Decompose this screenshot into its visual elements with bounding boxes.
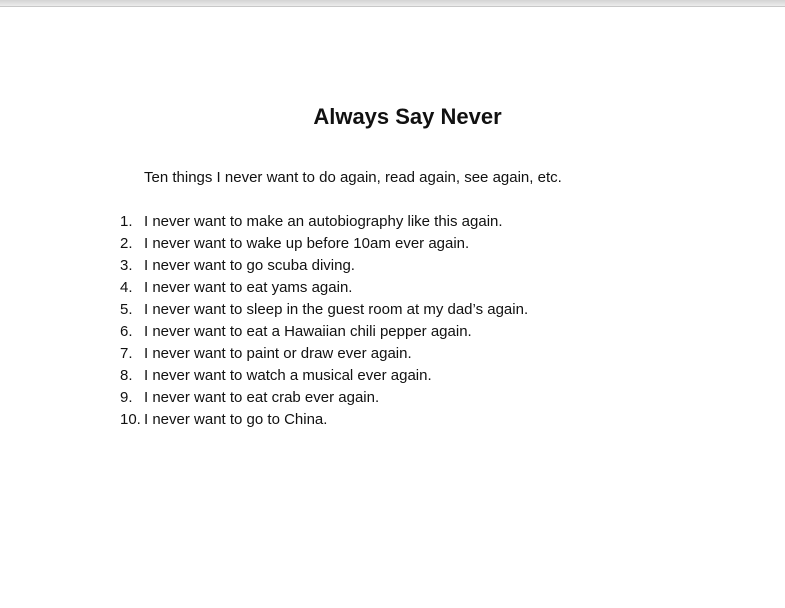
list-item-number: 5.: [120, 301, 133, 318]
list-item-number: 7.: [120, 345, 133, 362]
list-item-text: I never want to go scuba diving.: [144, 257, 355, 274]
list-item-text: I never want to go to China.: [144, 411, 328, 428]
list-item-text: I never want to watch a musical ever again.: [144, 367, 432, 384]
list-item-number: 4.: [120, 279, 133, 296]
list-item-text: I never want to eat yams again.: [144, 279, 353, 296]
list-item-number: 9.: [120, 389, 133, 406]
list-item-number: 8.: [120, 367, 133, 384]
list-item-number: 10.: [120, 411, 141, 428]
list-item-text: I never want to wake up before 10am ever again.: [144, 235, 470, 252]
list-item-number: 3.: [120, 257, 133, 274]
list-item-text: I never want to sleep in the guest room at my dad’s again.: [144, 301, 529, 318]
list-item-number: 2.: [120, 235, 133, 252]
list-item-text: I never want to paint or draw ever again.: [144, 345, 412, 362]
list-item-text: I never want to eat crab ever again.: [144, 389, 380, 406]
list-item-text: I never want to eat a Hawaiian chili pepper again.: [144, 323, 472, 340]
intro-paragraph: Ten things I never want to do again, read again, see again, etc.: [144, 169, 562, 186]
list-item-number: 1.: [120, 213, 133, 230]
window-top-border: [0, 0, 785, 7]
list-item-text: I never want to make an autobiography like this again.: [144, 213, 503, 230]
document-page: [0, 7, 785, 608]
document-title: Always Say Never: [313, 104, 502, 129]
list-item-number: 6.: [120, 323, 133, 340]
